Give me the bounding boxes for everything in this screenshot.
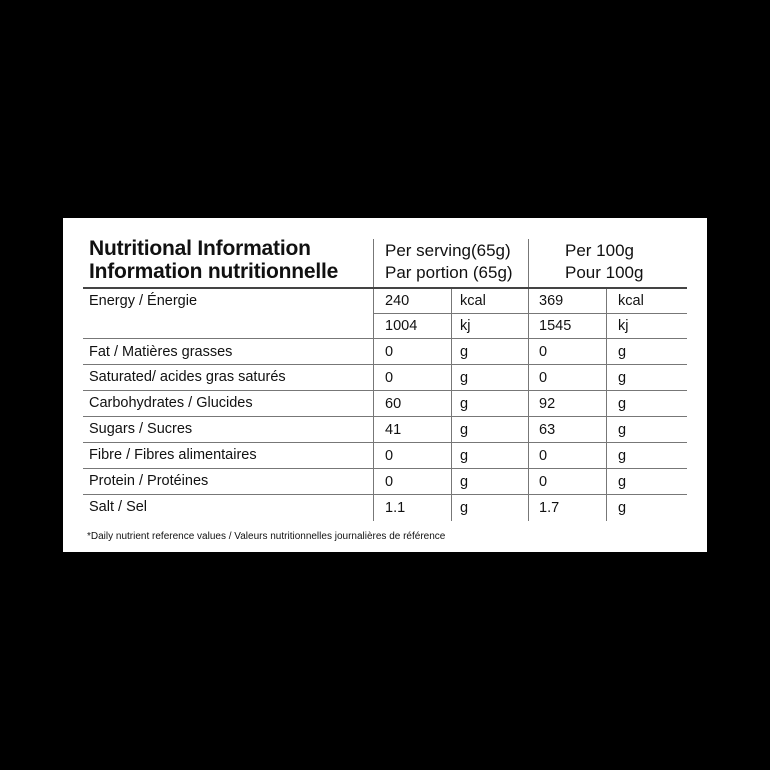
protein-per100-value: 0: [539, 474, 548, 490]
header-per-serving-en: Per serving(65g): [385, 241, 511, 260]
nutrition-label: [63, 218, 707, 552]
saturated-per100-unit: g: [618, 370, 627, 386]
title-fr: Information nutritionnelle: [89, 260, 339, 283]
saturated-serving-value: 0: [385, 370, 394, 386]
salt-per100-unit: g: [618, 500, 627, 516]
divider-col-unit2: [606, 288, 607, 521]
fat-per100-unit: g: [618, 344, 627, 360]
fat-per100-value: 0: [539, 344, 548, 360]
fat-serving-unit: g: [460, 344, 469, 360]
divider-col-values: [373, 239, 374, 521]
header-per-serving-fr: Par portion (65g): [385, 263, 513, 282]
title-en: Nutritional Information: [89, 237, 311, 260]
row-label-saturated: Saturated/ acides gras saturés: [89, 369, 286, 385]
divider-row: [83, 468, 687, 469]
energy-kcal-per100-unit: kcal: [618, 293, 644, 309]
row-label-salt: Salt / Sel: [89, 499, 148, 515]
fibre-serving-unit: g: [460, 448, 469, 464]
row-label-carbohydrates: Carbohydrates / Glucides: [89, 395, 253, 411]
protein-per100-unit: g: [618, 474, 627, 490]
divider-row: [83, 338, 687, 339]
footnote: *Daily nutrient reference values / Valeurs nutritionnelles journalières de référence: [87, 531, 446, 542]
divider-row: [83, 364, 687, 365]
row-label-protein: Protein / Protéines: [89, 473, 209, 489]
energy-kcal-serving-value: 240: [385, 293, 410, 309]
row-label-energy: Energy / Énergie: [89, 293, 198, 309]
salt-serving-value: 1.1: [385, 500, 406, 516]
header-per-100g-en: Per 100g: [565, 241, 634, 260]
fat-serving-value: 0: [385, 344, 394, 360]
protein-serving-value: 0: [385, 474, 394, 490]
energy-kcal-per100-value: 369: [539, 293, 564, 309]
fibre-serving-value: 0: [385, 448, 394, 464]
fibre-per100-value: 0: [539, 448, 548, 464]
carbohydrates-per100-value: 92: [539, 396, 556, 412]
divider-row: [83, 494, 687, 495]
carbohydrates-per100-unit: g: [618, 396, 627, 412]
carbohydrates-serving-unit: g: [460, 396, 469, 412]
energy-kj-serving-value: 1004: [385, 318, 418, 334]
divider-row: [83, 442, 687, 443]
energy-kj-serving-unit: kj: [460, 318, 471, 334]
sugars-per100-unit: g: [618, 422, 627, 438]
row-label-fat: Fat / Matières grasses: [89, 344, 233, 360]
sugars-per100-value: 63: [539, 422, 556, 438]
divider-row: [83, 416, 687, 417]
divider-col-unit1: [451, 288, 452, 521]
divider-header: [83, 287, 687, 289]
saturated-per100-value: 0: [539, 370, 548, 386]
sugars-serving-unit: g: [460, 422, 469, 438]
salt-per100-value: 1.7: [539, 500, 560, 516]
carbohydrates-serving-value: 60: [385, 396, 402, 412]
divider-energy-sub: [373, 313, 687, 314]
energy-kj-per100-unit: kj: [618, 318, 629, 334]
header-per-100g-fr: Pour 100g: [565, 263, 644, 282]
energy-kcal-serving-unit: kcal: [460, 293, 486, 309]
sugars-serving-value: 41: [385, 422, 402, 438]
saturated-serving-unit: g: [460, 370, 469, 386]
divider-col-per100: [528, 239, 529, 521]
salt-serving-unit: g: [460, 500, 469, 516]
divider-row: [83, 390, 687, 391]
protein-serving-unit: g: [460, 474, 469, 490]
row-label-sugars: Sugars / Sucres: [89, 421, 193, 437]
fibre-per100-unit: g: [618, 448, 627, 464]
energy-kj-per100-value: 1545: [539, 318, 572, 334]
row-label-fibre: Fibre / Fibres alimentaires: [89, 447, 257, 463]
